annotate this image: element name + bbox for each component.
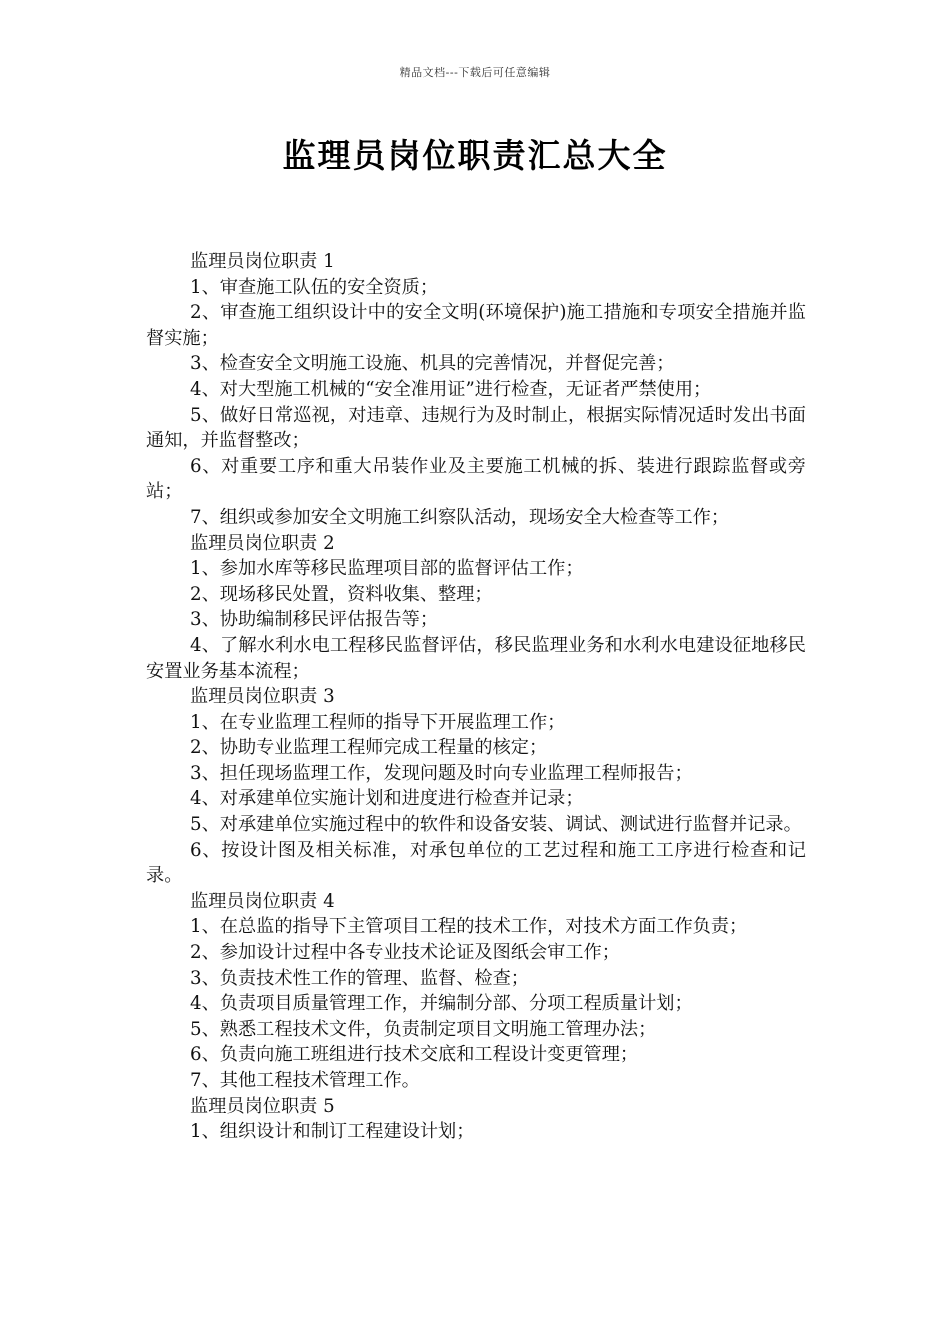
section-heading-1: 监理员岗位职责 1 <box>190 251 335 272</box>
list-item: 3、担任现场监理工作，发现问题及时向专业监理工程师报告； <box>190 762 693 784</box>
list-item: 2、参加设计过程中各专业技术论证及图纸会审工作； <box>190 942 620 964</box>
list-item: 7、组织或参加安全文明施工纠察队活动，现场安全大检查等工作； <box>190 506 730 528</box>
section-heading-3: 监理员岗位职责 3 <box>190 686 335 708</box>
list-item: 1、在专业监理工程师的指导下开展监理工作； <box>190 711 566 733</box>
page-header-note: 精品文档---下载后可任意编辑 <box>399 66 551 79</box>
document-body <box>146 249 806 1145</box>
list-item: 2、现场移民处置，资料收集、整理； <box>190 583 493 605</box>
list-item: 2、审查施工组织设计中的安全文明(环境保护)施工措施和专项安全措施并监督实施； <box>146 302 806 349</box>
list-item: 3、检查安全文明施工设施、机具的完善情况，并督促完善； <box>190 353 675 375</box>
list-item: 4、对承建单位实施计划和进度进行检查并记录； <box>190 788 584 810</box>
list-item: 1、审查施工队伍的安全资质； <box>190 276 439 298</box>
list-item: 1、组织设计和制订工程建设计划； <box>190 1121 475 1143</box>
list-item: 5、对承建单位实施过程中的软件和设备安装、调试、测试进行监督并记录。 <box>190 814 802 836</box>
list-item: 3、协助编制移民评估报告等； <box>190 609 439 631</box>
list-item: 5、熟悉工程技术文件，负责制定项目文明施工管理办法； <box>190 1018 657 1040</box>
list-item: 6、对重要工序和重大吊装作业及主要施工机械的拆、装进行跟踪监督或旁站； <box>146 455 806 503</box>
document-title: 监理员岗位职责汇总大全 <box>282 136 668 175</box>
list-item: 1、参加水库等移民监理项目部的监督评估工作； <box>190 558 584 580</box>
list-item: 6、负责向施工班组进行技术交底和工程设计变更管理； <box>190 1044 639 1066</box>
section-heading-5: 监理员岗位职责 5 <box>190 1095 335 1117</box>
list-item: 4、负责项目质量管理工作，并编制分部、分项工程质量计划； <box>190 993 693 1015</box>
list-item: 2、协助专业监理工程师完成工程量的核定； <box>190 737 548 759</box>
list-item: 4、对大型施工机械的“安全准用证”进行检查，无证者严禁使用； <box>190 378 712 400</box>
list-item: 7、其他工程技术管理工作。 <box>190 1070 420 1091</box>
section-heading-2: 监理员岗位职责 2 <box>190 532 335 554</box>
list-item: 3、负责技术性工作的管理、监督、检查； <box>190 967 529 989</box>
list-item: 6、按设计图及相关标准，对承包单位的工艺过程和施工工序进行检查和记录。 <box>146 839 806 887</box>
list-item: 5、做好日常巡视，对违章、违规行为及时制止，根据实际情况适时发出书面通知，并监督整改； <box>146 404 806 452</box>
list-item: 1、在总监的指导下主管项目工程的技术工作，对技术方面工作负责； <box>190 916 748 938</box>
list-item: 4、了解水利水电工程移民监督评估，移民监理业务和水利水电建设征地移民安置业务基本流程； <box>146 634 806 682</box>
section-heading-4: 监理员岗位职责 4 <box>190 890 335 912</box>
